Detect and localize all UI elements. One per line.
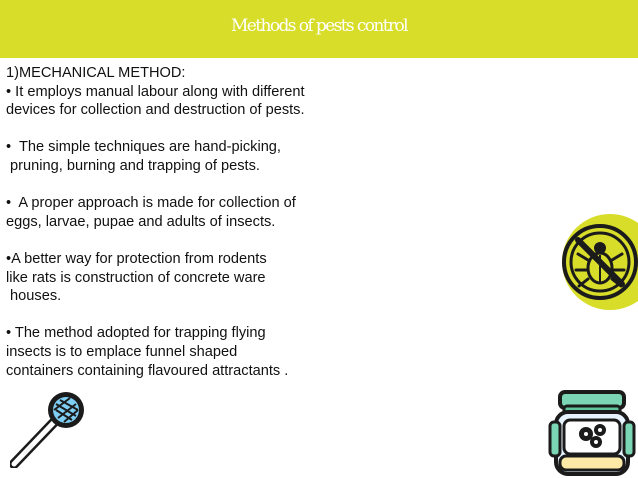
- bullet-line: houses.: [6, 288, 62, 305]
- slide-title: Methods of pests control: [231, 16, 407, 36]
- bullet-line: eggs, larvae, pupae and adults of insects.: [6, 213, 276, 230]
- paragraph-spacer: [6, 306, 426, 325]
- paragraph-spacer: [6, 176, 426, 195]
- bullet-line: devices for collection and destruction of pests.: [6, 102, 305, 119]
- no-bug-icon: [558, 210, 638, 310]
- bullet-line: • A proper approach is made for collection of: [6, 195, 296, 212]
- bullet-line: •A better way for protection from rodents: [6, 250, 267, 267]
- bullet-line: • The simple techniques are hand-picking,: [6, 139, 281, 156]
- paragraph-spacer: [6, 120, 426, 139]
- slide-content: [6, 64, 426, 380]
- bullet-line: pruning, burning and trapping of pests.: [6, 157, 260, 174]
- bullet-line: • The method adopted for trapping flying: [6, 325, 266, 342]
- bug-jar-icon: [546, 386, 638, 478]
- bullet-line: insects is to emplace funnel shaped: [6, 343, 238, 360]
- bullet-line: containers containing flavoured attractants .: [6, 362, 289, 379]
- insect-net-icon: [10, 388, 90, 468]
- bullet-line: like rats is construction of concrete ware: [6, 269, 266, 286]
- bullet-line: • It employs manual labour along with different: [6, 83, 305, 100]
- title-bar: [0, 0, 638, 58]
- section-heading: 1)MECHANICAL METHOD:: [6, 65, 186, 81]
- paragraph-spacer: [6, 231, 426, 250]
